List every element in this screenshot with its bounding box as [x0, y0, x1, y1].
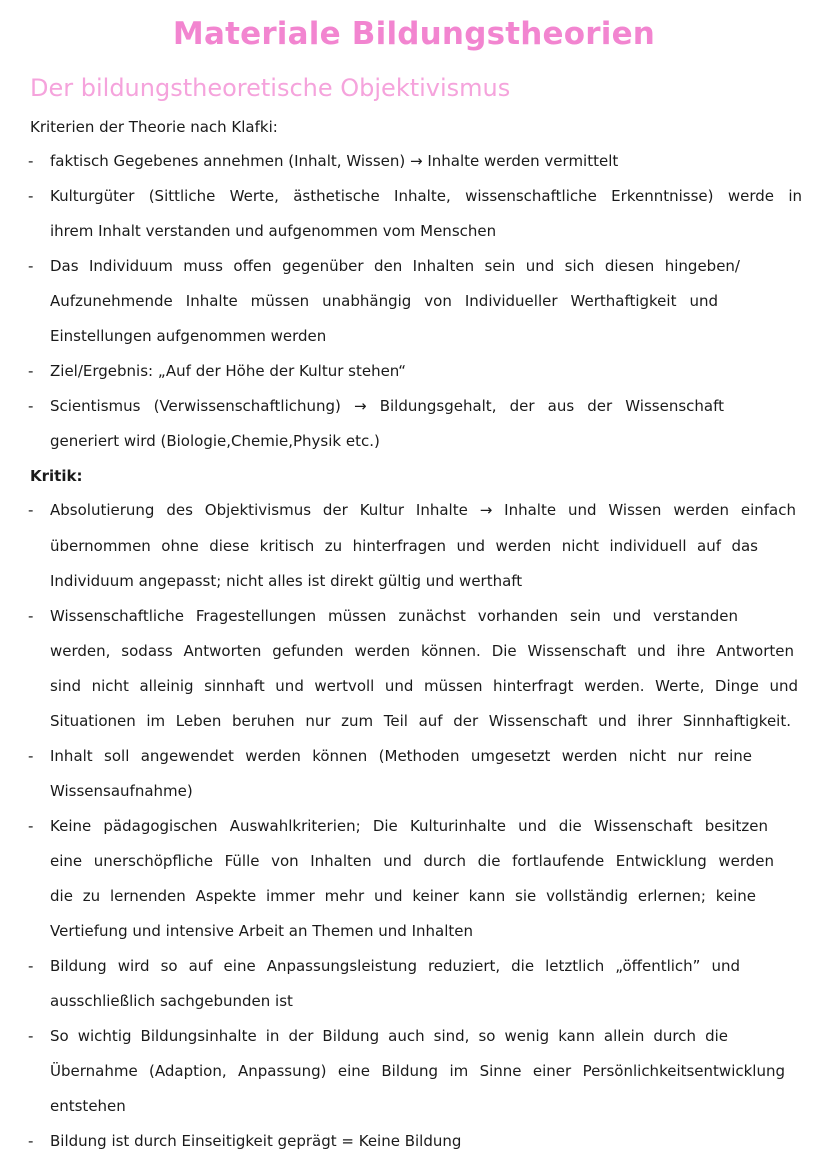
page-title: Materiale Bildungstheorien: [172, 16, 656, 52]
list-item-line: So wichtig Bildungsinhalte in der Bildung auch sind, so wenig kann allein durch die: [50, 1027, 728, 1045]
list-item-line: Wissenschaftliche Fragestellungen müssen zunächst vorhanden sein und verstanden: [50, 607, 738, 625]
list-item-line: Einstellungen aufgenommen werden: [50, 327, 327, 345]
critique-heading: Kritik:: [30, 467, 83, 485]
bullet-dash: -: [28, 362, 34, 380]
list-item-line: faktisch Gegebenes annehmen (Inhalt, Wissen) → Inhalte werden vermittelt: [50, 152, 619, 170]
list-item-line: Bildung ist durch Einseitigkeit geprägt = Keine Bildung: [50, 1132, 462, 1150]
list-item-line: Vertiefung und intensive Arbeit an Themen und Inhalten: [50, 922, 473, 940]
list-item-line: Aufzunehmende Inhalte müssen unabhängig von Individueller Werthaftigkeit und: [50, 292, 718, 310]
list-item-line: Ziel/Ergebnis: „Auf der Höhe der Kultur stehen“: [50, 362, 406, 380]
list-item-line: werden, sodass Antworten gefunden werden können. Die Wissenschaft und ihre Antworten: [50, 642, 794, 660]
list-item-line: Übernahme (Adaption, Anpassung) eine Bildung im Sinne einer Persönlichkeitsentwicklung: [50, 1062, 785, 1080]
list-item-line: ausschließlich sachgebunden ist: [50, 992, 293, 1010]
bullet-dash: -: [28, 957, 34, 975]
list-item-line: Individuum angepasst; nicht alles ist direkt gültig und werthaft: [50, 572, 523, 590]
list-item-line: übernommen ohne diese kritisch zu hinterfragen und werden nicht individuell auf das: [50, 537, 758, 555]
list-item-line: Bildung wird so auf eine Anpassungsleistung reduziert, die letztlich „öffentlich” und: [50, 957, 740, 975]
list-item-line: generiert wird (Biologie,Chemie,Physik etc.): [50, 432, 380, 450]
bullet-dash: -: [28, 747, 34, 765]
bullet-dash: -: [28, 501, 34, 519]
list-item-line: Situationen im Leben beruhen nur zum Teil auf der Wissenschaft und ihrer Sinnhaftigkeit.: [50, 712, 791, 730]
list-item-line: Scientismus (Verwissenschaftlichung) → Bildungsgehalt, der aus der Wissenschaft: [50, 397, 724, 415]
list-item-line: Absolutierung des Objektivismus der Kultur Inhalte → Inhalte und Wissen werden einfach: [50, 501, 796, 519]
bullet-dash: -: [28, 152, 34, 170]
list-item-line: eine unerschöpfliche Fülle von Inhalten und durch die fortlaufende Entwicklung werden: [50, 852, 774, 870]
bullet-dash: -: [28, 257, 34, 275]
page-subtitle: Der bildungstheoretische Objektivismus: [30, 74, 511, 102]
list-item-line: sind nicht alleinig sinnhaft und wertvoll und müssen hinterfragt werden. Werte, Dinge und: [50, 677, 798, 695]
criteria-heading: Kriterien der Theorie nach Klafki:: [30, 118, 278, 136]
bullet-dash: -: [28, 607, 34, 625]
bullet-dash: -: [28, 397, 34, 415]
bullet-dash: -: [28, 817, 34, 835]
bullet-dash: -: [28, 1027, 34, 1045]
bullet-dash: -: [28, 1132, 34, 1150]
list-item-line: die zu lernenden Aspekte immer mehr und keiner kann sie vollständig erlernen; keine: [50, 887, 756, 905]
list-item-line: Wissensaufnahme): [50, 782, 193, 800]
list-item-line: entstehen: [50, 1097, 126, 1115]
list-item-line: Das Individuum muss offen gegenüber den Inhalten sein und sich diesen hingeben/: [50, 257, 740, 275]
list-item-line: Kulturgüter (Sittliche Werte, ästhetische Inhalte, wissenschaftliche Erkenntnisse) werde in: [50, 187, 802, 205]
list-item-line: ihrem Inhalt verstanden und aufgenommen vom Menschen: [50, 222, 497, 240]
bullet-dash: -: [28, 187, 34, 205]
list-item-line: Inhalt soll angewendet werden können (Methoden umgesetzt werden nicht nur reine: [50, 747, 752, 765]
list-item-line: Keine pädagogischen Auswahlkriterien; Die Kulturinhalte und die Wissenschaft besitzen: [50, 817, 768, 835]
